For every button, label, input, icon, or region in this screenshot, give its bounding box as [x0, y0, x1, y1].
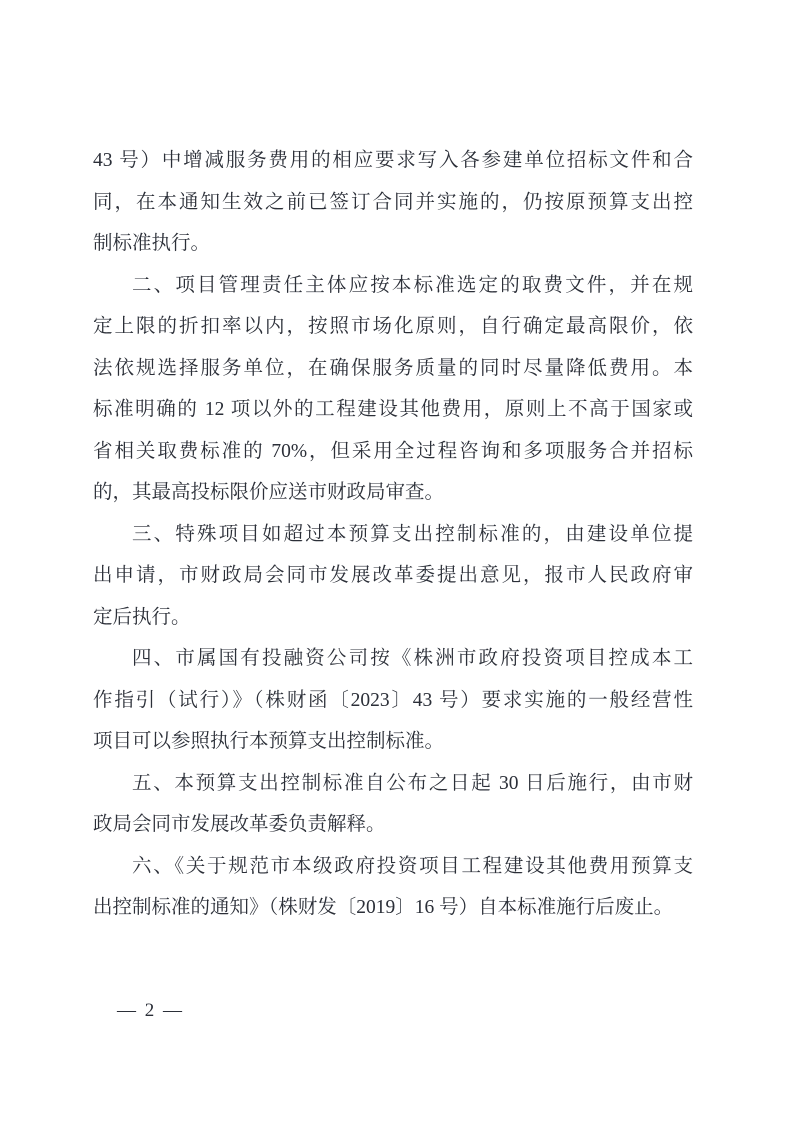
text-line: 出控制标准的通知》（株财发〔2019〕16 号）自本标准施行后废止。: [93, 897, 674, 918]
text-line: 制标准执行。: [93, 233, 211, 254]
text-line: 法依规选择服务单位，在确保服务质量的同时尽量降低费用。本: [93, 357, 693, 379]
text-line: 政局会同市发展改革委负责解释。: [93, 814, 386, 835]
page-number: — 2 —: [117, 1000, 184, 1021]
text-line: 作指引（试行）》（株财函〔2023〕43 号）要求实施的一般经营性: [93, 689, 693, 711]
text-line: 省相关取费标准的 70%，但采用全过程咨询和多项服务合并招标: [93, 440, 693, 462]
text-line: 标准明确的 12 项以外的工程建设其他费用，原则上不高于国家或: [93, 399, 693, 420]
text-line: 五、本预算支出控制标准自公布之日起 30 日后施行，由市财: [132, 772, 693, 794]
text-line: 三、特殊项目如超过本预算支出控制标准的，由建设单位提: [132, 523, 693, 545]
text-line: 的，其最高投标限价应送市财政局审查。: [93, 482, 445, 503]
text-line: 二、项目管理责任主体应按本标准选定的取费文件，并在规: [132, 274, 693, 296]
text-line: 定上限的折扣率以内，按照市场化原则，自行确定最高限价，依: [93, 316, 693, 337]
text-line: 43 号）中增减服务费用的相应要求写入各参建单位招标文件和合: [93, 150, 693, 171]
text-line: 项目可以参照执行本预算支出控制标准。: [93, 731, 445, 752]
text-line: 四、市属国有投融资公司按《株洲市政府投资项目控成本工: [132, 648, 693, 669]
text-line: 定后执行。: [93, 606, 191, 628]
text-line: 同，在本通知生效之前已签订合同并实施的，仍按原预算支出控: [93, 191, 693, 213]
document-body-text: [93, 140, 693, 929]
text-line: 出申请，市财政局会同市发展改革委提出意见，报市人民政府审: [93, 565, 693, 586]
text-line: 六、《关于规范市本级政府投资项目工程建设其他费用预算支: [132, 855, 693, 877]
